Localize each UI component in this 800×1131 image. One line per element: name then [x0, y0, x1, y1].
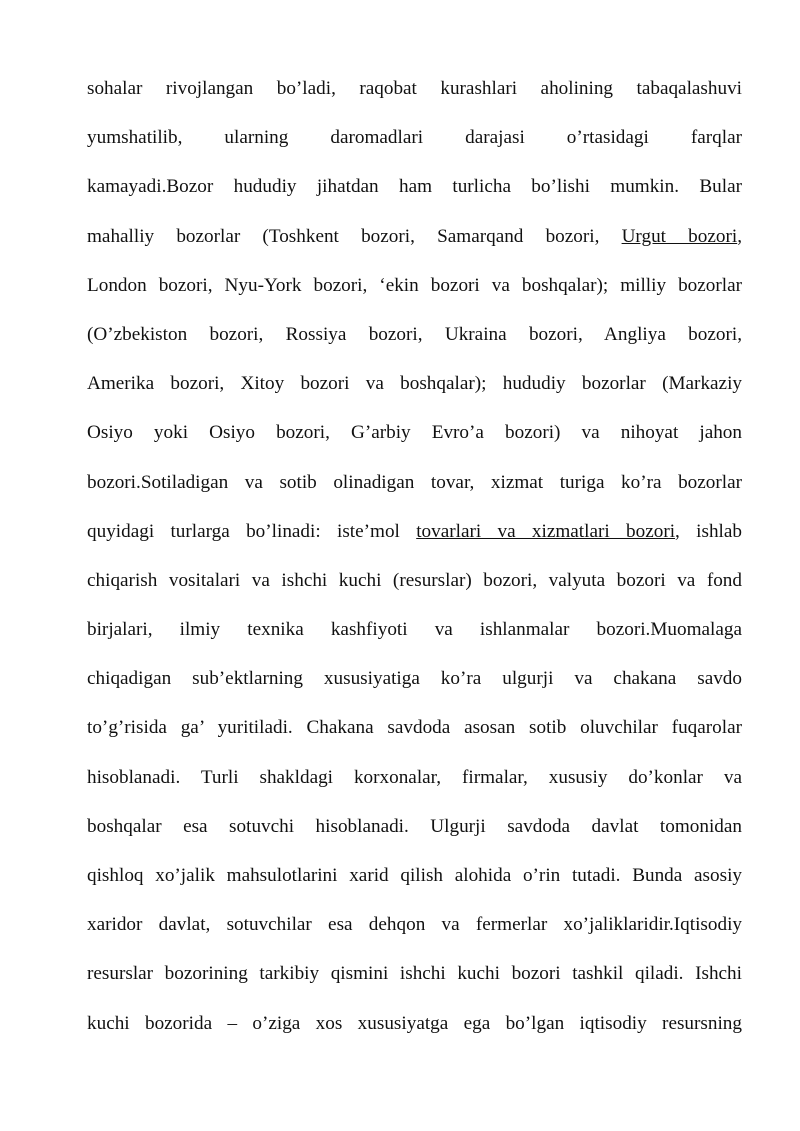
- text-line: boshqalar esa sotuvchi hisoblanadi. Ulgurji savdoda davlat tomonidan: [87, 815, 742, 837]
- text-line: [87, 218, 742, 267]
- text-line: birjalari, ilmiy texnika kashfiyoti va ishlanmalar bozori.Muomalaga: [87, 619, 742, 641]
- text-segment: quyidagi turlarga bo’linadi: iste’mol: [87, 520, 417, 542]
- text-line: kamayadi.Bozor hududiy jihatdan ham turlicha bo’lishi mumkin. Bular: [87, 176, 742, 198]
- text-line: Osiyo yoki Osiyo bozori, G’arbiy Evro’a bozori) va nihoyat jahon: [87, 422, 742, 444]
- text-line: (O’zbekiston bozori, Rossiya bozori, Ukraina bozori, Angliya bozori,: [87, 323, 742, 345]
- text-segment: , ishlab: [675, 520, 742, 542]
- link-tovarlari-va-xizmatlari-bozori[interactable]: tovarlari va xizmatlari bozori: [416, 520, 676, 542]
- link-urgut-bozori[interactable]: Urgut bozori: [621, 225, 738, 247]
- text-line: chiqadigan sub’ektlarning xususiyatiga ko’ra ulgurji va chakana savdo: [87, 668, 742, 690]
- text-line: qishloq xo’jalik mahsulotlarini xarid qilish alohida o’rin tutadi. Bunda asosiy: [87, 865, 742, 886]
- text-line: kuchi bozorida – o’ziga xos xususiyatga ega bo’lgan iqtisodiy resursning: [87, 1012, 742, 1034]
- text-line: Amerika bozori, Xitoy bozori va boshqalar); hududiy bozorlar (Markaziy: [87, 373, 742, 395]
- text-line: yumshatilib, ularning daromadlari darajasi o’rtasidagi farqlar: [87, 127, 742, 149]
- text-line: resurslar bozorining tarkibiy qismini ishchi kuchi bozori tashkil qiladi. Ishchi: [87, 963, 742, 985]
- text-line: [87, 513, 742, 562]
- text-line: London bozori, Nyu-York bozori, ‘ekin bozori va boshqalar); milliy bozorlar: [87, 274, 742, 296]
- text-segment: mahalliy bozorlar (Toshkent bozori, Samarqand bozori,: [87, 225, 622, 247]
- text-line: hisoblanadi. Turli shakldagi korxonalar, firmalar, xususiy do’konlar va: [87, 766, 742, 788]
- text-line: bozori.Sotiladigan va sotib olinadigan tovar, xizmat turiga ko’ra bozorlar: [87, 471, 742, 493]
- text-line: chiqarish vositalari va ishchi kuchi (resurslar) bozori, valyuta bozori va fond: [87, 569, 742, 591]
- text-line: to’g’risida ga’ yuritiladi. Chakana savdoda asosan sotib oluvchilar fuqarolar: [87, 717, 742, 739]
- text-line: sohalar rivojlangan bo’ladi, raqobat kurashlari aholining tabaqalashuvi: [87, 78, 742, 99]
- text-line: xaridor davlat, sotuvchilar esa dehqon va fermerlar xo’jaliklaridir.Iqtisodiy: [87, 914, 742, 936]
- text-segment: ,: [737, 225, 742, 247]
